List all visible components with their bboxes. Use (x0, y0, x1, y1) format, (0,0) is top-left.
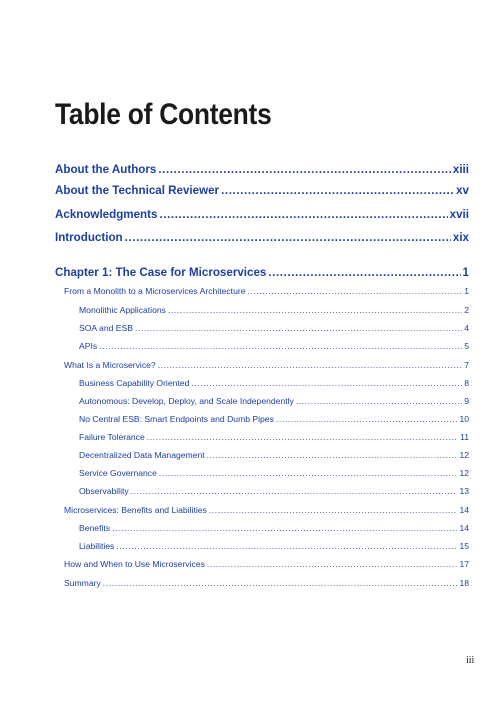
dot-leader (116, 541, 457, 551)
toc-entry-page: 14 (459, 523, 469, 533)
toc-entry-label: Benefits (79, 523, 111, 533)
toc-entry-label: Chapter 1: The Case for Microservices (55, 266, 267, 279)
toc-entry[interactable] (79, 450, 469, 460)
toc-entry-page: 4 (464, 323, 469, 333)
toc-entry-page: 17 (459, 559, 469, 569)
toc-entry-page: 2 (464, 305, 469, 315)
toc-entry[interactable] (79, 305, 469, 315)
toc-entry-label: Observability (79, 486, 129, 496)
dot-leader (158, 163, 451, 176)
toc-entry-label: Business Capability Oriented (79, 378, 190, 388)
dot-leader (103, 578, 458, 588)
toc-entry-label: Microservices: Benefits and Liabilities (64, 505, 207, 515)
toc-entry[interactable] (64, 505, 469, 515)
toc-entry[interactable] (79, 486, 469, 496)
toc-entry-page: 10 (459, 414, 469, 424)
dot-leader (296, 396, 462, 406)
toc-entry-label: APIs (79, 341, 98, 351)
dot-leader (247, 286, 462, 296)
toc-entry-label: Service Governance (79, 468, 157, 478)
toc-entry-label: About the Authors (55, 163, 157, 176)
dot-leader (99, 341, 462, 351)
toc-entry-page: xv (456, 184, 469, 197)
dot-leader (112, 523, 457, 533)
toc-entry[interactable] (64, 559, 469, 569)
toc-entry-main[interactable] (55, 266, 469, 279)
toc-entry[interactable] (64, 578, 469, 588)
dot-leader (159, 468, 458, 478)
toc-entry-page: 12 (459, 450, 469, 460)
toc-entry-main[interactable] (55, 231, 469, 244)
toc-entry-page: 18 (459, 578, 469, 588)
toc-entry-label: Failure Tolerance (79, 432, 145, 442)
toc-entry-main[interactable] (55, 163, 469, 176)
toc-entry-page: 14 (459, 505, 469, 515)
dot-leader (207, 450, 458, 460)
toc-entry[interactable] (79, 396, 469, 406)
toc-entry-page: xvii (449, 208, 469, 221)
toc-entry-label: What Is a Microservice? (64, 360, 156, 370)
dot-leader (168, 305, 462, 315)
toc-entry-page: 13 (459, 486, 469, 496)
toc-entry-label: About the Technical Reviewer (55, 184, 220, 197)
toc-entry-label: Autonomous: Develop, Deploy, and Scale Independently (79, 396, 294, 406)
toc-entry-page: 7 (464, 360, 469, 370)
toc-entry-page: 5 (464, 341, 469, 351)
toc-entry-label: SOA and ESB (79, 323, 133, 333)
toc-entry-label: Summary (64, 578, 101, 588)
dot-leader (276, 414, 458, 424)
toc-entry-page: 1 (462, 266, 469, 279)
toc-entry-label: Decentralized Data Management (79, 450, 205, 460)
toc-entry-page: xix (452, 231, 469, 244)
toc-entry-main[interactable] (55, 184, 469, 197)
toc-entry-label: Liabilities (79, 541, 115, 551)
dot-leader (147, 432, 458, 442)
dot-leader (207, 559, 458, 569)
toc-entry-page: 1 (464, 286, 469, 296)
toc-entry-label: Monolithic Applications (79, 305, 166, 315)
toc-entry[interactable] (79, 378, 469, 388)
toc-entry-page: 12 (459, 468, 469, 478)
toc-entry-page: 11 (460, 432, 469, 442)
toc-entry-label: Introduction (55, 231, 123, 244)
dot-leader (135, 323, 462, 333)
toc-entry-label: No Central ESB: Smart Endpoints and Dumb Pipes (79, 414, 274, 424)
page-number: iii (466, 655, 475, 666)
toc-entry-page: 9 (464, 396, 469, 406)
toc-entry-page: xiii (452, 163, 469, 176)
toc-entry-label: Acknowledgments (55, 208, 158, 221)
page-title: Table of Contents (55, 98, 272, 131)
toc-entry-page: 15 (459, 541, 469, 551)
toc-entry-main[interactable] (55, 208, 469, 221)
dot-leader (268, 266, 460, 279)
toc-entry-label: From a Monolith to a Microservices Architecture (64, 286, 246, 296)
toc-entry[interactable] (79, 323, 469, 333)
dot-leader (131, 486, 458, 496)
dot-leader (191, 378, 462, 388)
toc-entry[interactable] (79, 432, 469, 442)
dot-leader (209, 505, 458, 515)
toc-entry[interactable] (79, 541, 469, 551)
toc-entry-page: 8 (464, 378, 469, 388)
dot-leader (159, 208, 447, 221)
dot-leader (125, 231, 451, 244)
dot-leader (221, 184, 454, 197)
toc-entry[interactable] (79, 523, 469, 533)
toc-entry[interactable] (64, 360, 469, 370)
dot-leader (158, 360, 463, 370)
toc-entry[interactable] (64, 286, 469, 296)
toc-entry[interactable] (79, 468, 469, 478)
toc-entry[interactable] (79, 341, 469, 351)
toc-entry[interactable] (79, 414, 469, 424)
toc-entry-label: How and When to Use Microservices (64, 559, 205, 569)
